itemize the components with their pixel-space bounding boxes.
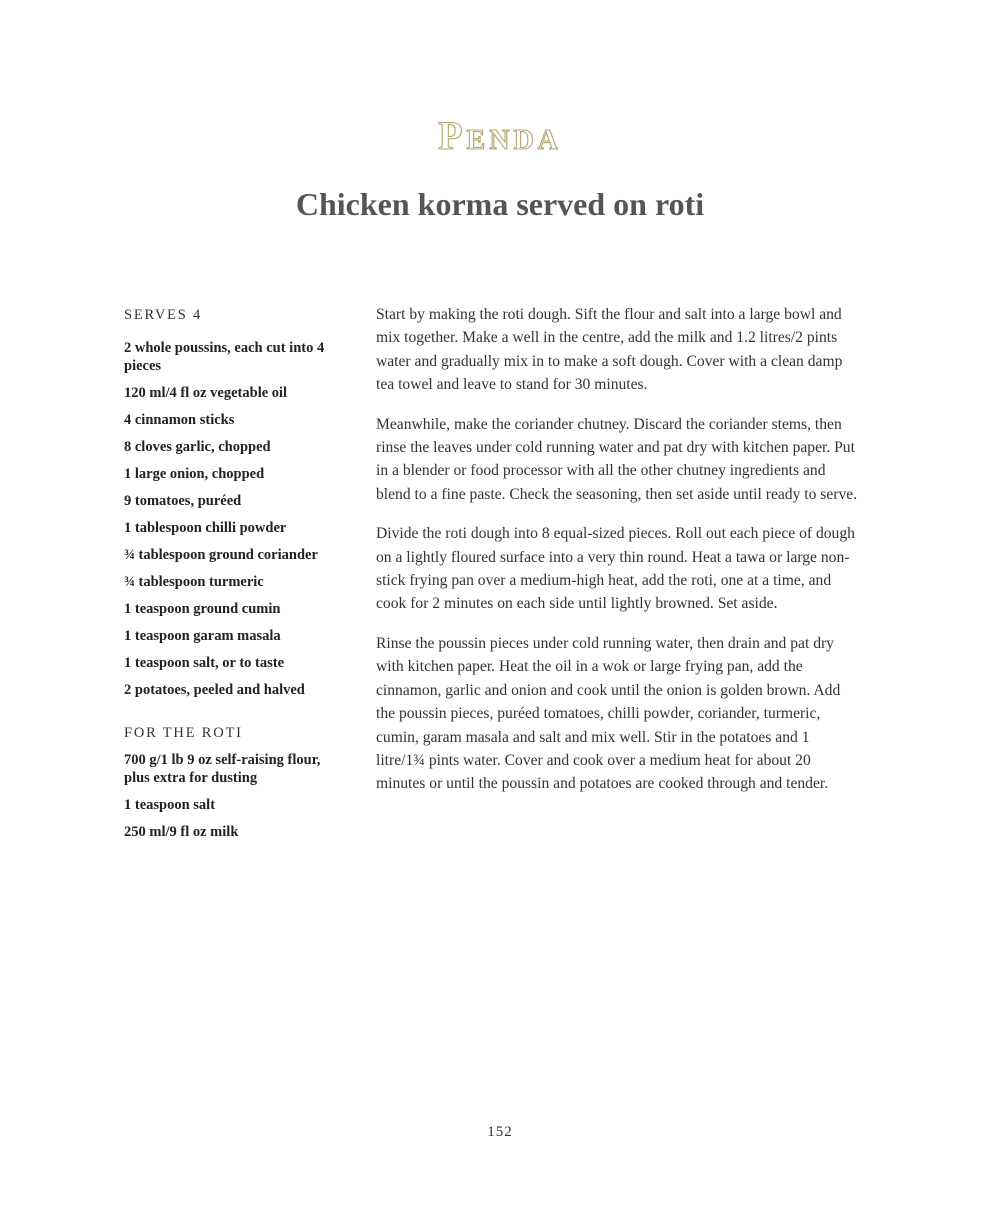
ingredient-item: ¾ tablespoon ground coriander xyxy=(124,547,318,563)
roti-ingredients-list xyxy=(124,751,339,841)
ingredient-item: 1 teaspoon garam masala xyxy=(124,628,281,644)
ingredient-item: 1 teaspoon salt, or to taste xyxy=(124,655,285,671)
ingredient-item: 1 tablespoon chilli powder xyxy=(124,520,287,536)
ingredients-column xyxy=(124,305,339,850)
ingredient-item: 1 teaspoon ground cumin xyxy=(124,601,281,617)
ingredient-item: 700 g/1 lb 9 oz self-raising flour, plus extra for dusting xyxy=(124,752,321,786)
method-paragraph: Divide the roti dough into 8 equal-sized pieces. Roll out each piece of dough on a lightly floured surface into a very thin round. Heat a tawa or large non-stick frying pan over a medium-high heat, add the roti, one at a time, and cook for 2 minutes on each side until lightly browned. Set aside. xyxy=(376,525,855,613)
ingredient-item: ¾ tablespoon turmeric xyxy=(124,574,264,590)
roti-section-label: FOR THE ROTI xyxy=(124,725,243,741)
ingredient-item: 1 large onion, chopped xyxy=(124,466,265,482)
recipe-title: Penda xyxy=(438,113,562,158)
method-column xyxy=(376,303,858,812)
method-paragraph: Meanwhile, make the coriander chutney. Discard the coriander stems, then rinse the leaves under cold running water and pat dry with kitchen paper. Put in a blender or food processor with all the other chutney ingredients and blend to a fine paste. Check the seasoning, then set aside until ready to serve. xyxy=(376,415,858,503)
serves-label: SERVES 4 xyxy=(124,307,203,323)
method-paragraph: Start by making the roti dough. Sift the flour and salt into a large bowl and mix together. Make a well in the centre, add the milk and 1.2 litres/2 pints water and gradually mix in to make a soft dough. Cover with a clean damp tea towel and leave to stand for 30 minutes. xyxy=(376,306,843,394)
ingredient-item: 4 cinnamon sticks xyxy=(124,412,235,428)
ingredient-item: 9 tomatoes, puréed xyxy=(124,493,242,509)
ingredient-item: 1 teaspoon salt xyxy=(124,797,216,813)
page-number: 152 xyxy=(487,1124,513,1140)
recipe-subtitle: Chicken korma served on roti xyxy=(295,186,705,222)
ingredient-item: 120 ml/4 fl oz vegetable oil xyxy=(124,385,288,401)
ingredient-item: 2 potatoes, peeled and halved xyxy=(124,682,305,698)
ingredient-item: 250 ml/9 fl oz milk xyxy=(124,824,239,840)
main-ingredients-list xyxy=(124,339,339,699)
ingredient-item: 8 cloves garlic, chopped xyxy=(124,439,271,455)
method-paragraph: Rinse the poussin pieces under cold running water, then drain and pat dry with kitchen paper. Heat the oil in a wok or large frying pan, add the cinnamon, garlic and onion and cook until the onion is golden brown. Add the poussin pieces, puréed tomatoes, chilli powder, coriander, turmeric, cumin, garam masala and salt and mix well. Stir in the potatoes and 1 litre/1¾ pints water. Cover and cook over a medium heat for about 20 minutes or until the poussin and potatoes are cooked through and tender. xyxy=(376,634,841,793)
ingredient-item: 2 whole poussins, each cut into 4 pieces xyxy=(124,340,325,374)
